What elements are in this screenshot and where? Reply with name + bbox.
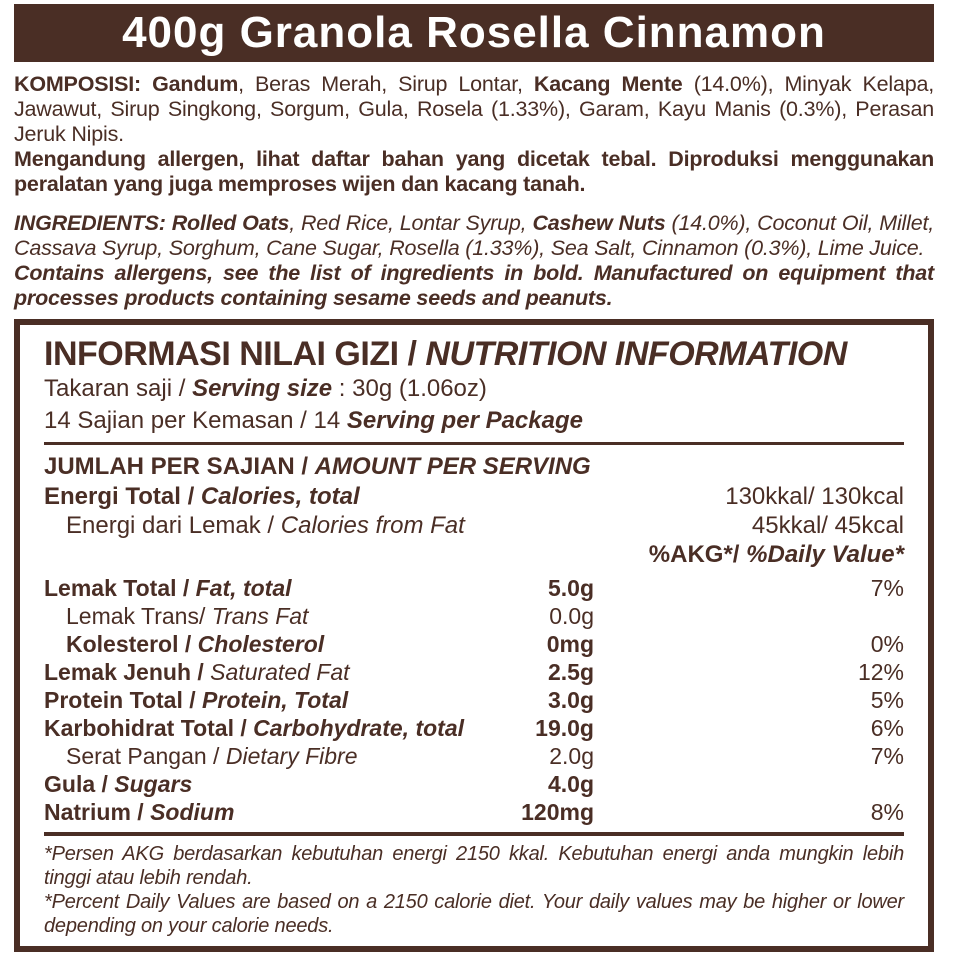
nutrient-label: [44, 512, 465, 539]
text-run: JUMLAH PER SAJIAN /: [44, 453, 315, 480]
nutrient-label: [44, 687, 348, 713]
energy-value: 45kkal/ 45kcal: [751, 512, 904, 539]
text-run: Serving size: [192, 375, 333, 402]
text-run: %Daily Value*: [746, 541, 904, 568]
nutrient-daily-value: 12%: [857, 659, 904, 685]
text-run: Lemak Trans/: [66, 603, 212, 629]
nutrient-daily-value: 8%: [870, 799, 904, 825]
ingredients-paragraph: [14, 211, 934, 261]
text-run: Trans Fat: [211, 603, 309, 629]
nutrient-amount: 0mg: [546, 631, 594, 657]
nutrient-row: [44, 686, 904, 714]
nutrient-label: [44, 771, 192, 797]
servings-per-package-row: [44, 405, 904, 437]
text-run: INFORMASI NILAI GIZI /: [44, 335, 426, 373]
text-run: Cholesterol: [197, 631, 325, 657]
komposisi-paragraph: [14, 72, 934, 147]
divider: [44, 832, 904, 836]
text-run: Dietary Fibre: [225, 743, 358, 769]
text-run: Rolled Oats: [171, 211, 290, 235]
nutrient-label: [44, 483, 360, 510]
divider: [44, 442, 904, 445]
ingredients-allergen-note: Contains allergens, see the list of ingredients in bold. Manufactured on equipment that processes products containing sesame seeds and peanuts.: [14, 261, 934, 310]
energy-row: [44, 482, 904, 511]
footnote-english: *Percent Daily Values are based on a 2150 calorie diet. Your daily values may be higher or lower depending on your calorie needs.: [44, 891, 904, 937]
nutrient-label: [44, 659, 350, 685]
text-run: Calories, total: [200, 483, 360, 510]
nutrient-daily-value: 0%: [870, 631, 904, 657]
nutrient-row: [44, 742, 904, 770]
amount-per-serving-header: [44, 452, 904, 482]
text-run: Natrium /: [44, 799, 151, 825]
text-run: (14.0%), Minyak Kelapa, Jawawut, Sirup Singkong, Sorgum, Gula, Rosela (1.33%), Garam, Kayu Manis (0.3%), Perasan Jeruk Nipis.: [14, 72, 934, 146]
energy-rows: [44, 482, 904, 540]
text-run: Saturated Fat: [210, 659, 350, 685]
nutrient-row: [44, 602, 904, 630]
text-run: Calories from Fat: [280, 512, 465, 539]
product-title: 400g Granola Rosella Cinnamon: [122, 8, 826, 57]
energy-row: [44, 511, 904, 540]
text-run: Protein, Total: [202, 687, 349, 713]
nutrition-title: [44, 335, 904, 373]
text-run: Takaran saji /: [44, 375, 193, 402]
text-run: INGREDIENTS:: [14, 211, 172, 235]
text-run: Protein Total /: [44, 687, 203, 713]
nutrition-panel: [14, 319, 934, 952]
text-run: Kacang Mente: [533, 72, 683, 96]
nutrient-label: [44, 743, 358, 769]
footnote-indonesian: *Persen AKG berdasarkan kebutuhan energi 2150 kkal. Kebutuhan energi anda mungkin lebih tinggi atau lebih rendah.: [44, 843, 904, 889]
text-run: : 30g (1.06oz): [332, 375, 487, 402]
text-run: Gula /: [44, 771, 115, 797]
text-run: Fat, total: [195, 575, 292, 601]
label-page: [14, 0, 934, 952]
nutrient-row: [44, 630, 904, 658]
footnotes: [44, 842, 904, 938]
text-run: NUTRITION INFORMATION: [425, 335, 847, 373]
nutrient-daily-value: 7%: [870, 575, 904, 601]
text-run: , Beras Merah, Sirup Lontar,: [238, 72, 534, 96]
nutrient-row: [44, 714, 904, 742]
text-run: Lemak Jenuh /: [44, 659, 211, 685]
nutrient-daily-value: 6%: [870, 715, 904, 741]
nutrient-label: [44, 631, 324, 657]
text-run: Serving per Package: [346, 407, 583, 434]
text-run: , Red Rice, Lontar Syrup,: [289, 211, 533, 235]
text-run: Karbohidrat Total /: [44, 715, 254, 741]
nutrient-daily-value: 7%: [870, 743, 904, 769]
text-run: Lemak Total /: [44, 575, 196, 601]
nutrient-amount: 2.5g: [547, 659, 594, 685]
nutrient-row: [44, 770, 904, 798]
text-run: Sugars: [114, 771, 193, 797]
nutrient-label: [44, 575, 292, 601]
nutrient-label: [44, 603, 308, 629]
komposisi-allergen-note: Mengandung allergen, lihat daftar bahan yang dicetak tebal. Diproduksi menggunakan peralatan yang juga memproses wijen dan kacang tanah.: [14, 147, 934, 196]
nutrient-amount: 120mg: [521, 799, 594, 825]
text-run: AMOUNT PER SERVING: [314, 453, 591, 480]
energy-value: 130kkal/ 130kcal: [725, 483, 904, 510]
serving-size-row: [44, 373, 904, 405]
nutrient-label: [44, 715, 464, 741]
text-run: Kolesterol /: [66, 631, 198, 657]
nutrient-rows: [44, 574, 904, 826]
daily-value-header: [44, 540, 904, 569]
text-run: Gandum: [152, 72, 239, 96]
nutrient-amount: 2.0g: [549, 743, 594, 769]
text-run: Cashew Nuts: [532, 211, 666, 235]
text-run: (14.0%), Coconut Oil, Millet, Cassava Syrup, Sorghum, Cane Sugar, Rosella (1.33%), Sea Salt, Cinnamon (0.3%), Lime Juice.: [14, 211, 935, 260]
text-run: Carbohydrate, total: [253, 715, 465, 741]
text-run: Energi Total /: [44, 483, 201, 510]
nutrient-amount: 3.0g: [547, 687, 594, 713]
text-run: 14 Sajian per Kemasan / 14: [44, 407, 347, 434]
nutrient-row: [44, 658, 904, 686]
text-run: KOMPOSISI:: [14, 72, 153, 96]
nutrient-amount: 0.0g: [549, 603, 594, 629]
nutrient-amount: 4.0g: [547, 771, 594, 797]
nutrient-amount: 19.0g: [535, 715, 594, 741]
nutrient-daily-value: 5%: [870, 687, 904, 713]
product-title-bar: [14, 4, 934, 62]
nutrient-row: [44, 574, 904, 602]
text-run: Sodium: [150, 799, 235, 825]
nutrient-amount: 5.0g: [547, 575, 594, 601]
nutrient-label: [44, 799, 234, 825]
nutrient-row: [44, 798, 904, 826]
text-run: %AKG*/: [648, 541, 747, 568]
text-run: Serat Pangan /: [66, 743, 226, 769]
text-run: Energi dari Lemak /: [66, 512, 281, 539]
